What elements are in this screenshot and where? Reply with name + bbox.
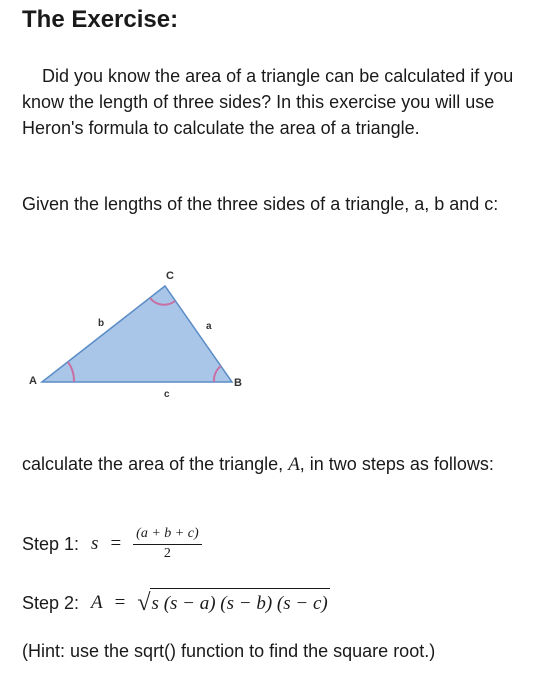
given-paragraph: Given the lengths of the three sides of a triangle, a, b and c: bbox=[22, 194, 499, 214]
square-root-expression bbox=[137, 588, 329, 618]
step-2-equals: = bbox=[114, 592, 126, 613]
radical-sign: √ bbox=[137, 590, 151, 616]
vertex-label-b: B bbox=[234, 377, 242, 389]
step-1-lhs: s bbox=[91, 533, 99, 554]
step-1 bbox=[22, 520, 202, 568]
triangle-diagram bbox=[28, 262, 248, 402]
radicand: s (s − a) (s − b) (s − c) bbox=[150, 588, 330, 618]
step-2-lhs: A bbox=[91, 592, 103, 613]
area-variable: A bbox=[288, 454, 300, 475]
vertex-label-a: A bbox=[29, 375, 37, 387]
calc-text-after: , in two steps as follows: bbox=[299, 454, 494, 474]
step-1-fraction bbox=[133, 526, 201, 562]
intro-paragraph: Did you know the area of a triangle can be calculated if you know the length of three sides? In this exercise you will use Heron's formula to calculate the area of a triangle. bbox=[22, 66, 514, 138]
side-label-b: b bbox=[98, 318, 105, 329]
page-title: The Exercise: bbox=[22, 6, 179, 33]
hint-paragraph: (Hint: use the sqrt() function to find the square root.) bbox=[22, 641, 436, 661]
fraction-numerator: (a + b + c) bbox=[133, 526, 201, 545]
vertex-label-c: C bbox=[166, 270, 174, 282]
step-2-label: Step 2: bbox=[22, 592, 80, 613]
step-2 bbox=[22, 585, 330, 621]
side-label-a: a bbox=[206, 321, 212, 332]
step-1-label: Step 1: bbox=[22, 533, 80, 554]
calc-text-before: calculate the area of the triangle, bbox=[22, 454, 284, 474]
side-label-c: c bbox=[164, 389, 170, 400]
calc-paragraph bbox=[22, 451, 522, 478]
step-1-equals: = bbox=[110, 533, 122, 554]
fraction-denominator: 2 bbox=[163, 546, 171, 561]
